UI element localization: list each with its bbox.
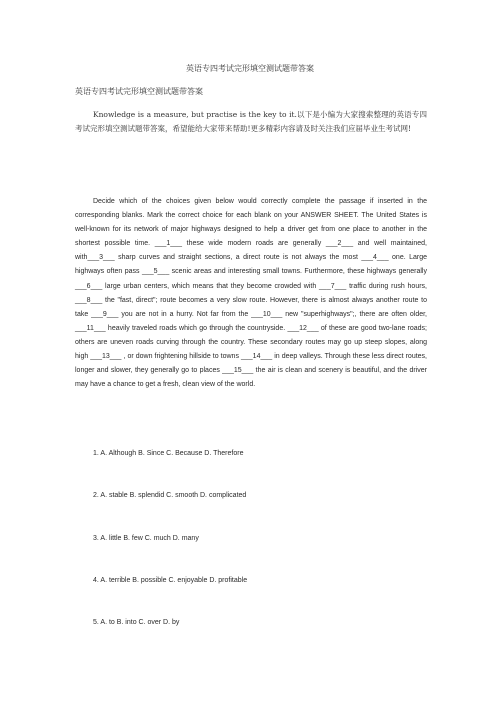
intro-paragraph: Knowledge is a measure, but practise is the key to it.以下是小编为大家搜索整理的英语专四考试完形填空测试题带答案，希望能给大家带来帮助!更多精彩内容请及时关注我们应届毕业生考试网! [75, 110, 427, 133]
page-title: 英语专四考试完形填空测试题带答案 [186, 64, 314, 73]
cloze-passage: Decide which of the choices given below would correctly complete the passage if inserted in the corresponding blanks. Mark the correct choice for each blank on your ANSWER SHEET. The United States is well-known for its network of major highways designed to help a driver get from one place to another in the shortest possible time. ___1___ these wide modern roads are generally ___2___ and well maintained, with___3___ sharp curves and straight sections, a direct route is not always the most ___4___ one. Large highways often pass ___5___ scenic areas and interesting small towns. Furthermore, these highways generally ___6___ large urban centers, which means that they become crowded with ___7___ traffic during rush hours, ___8___ the "fast, direct"; route becomes a very slow route. However, there is almost always another route to take ___9___ you are not in a hurry. Not far from the ___10___ new "superhighways";, there are often older, ___11___ heavily traveled roads which go through the countryside. ___12___ of these are good two-lane roads; others are uneven roads curving through the country. These secondary routes may go up steep slopes, along high ___13___ , or down frightening hillside to towns ___14___ in deep valleys. Through these less direct routes, longer and slower, they generally go to places ___15___ the air is clean and scenery is beautiful, and the driver may have a chance to get a fresh, clean view of the world. [75, 198, 427, 389]
document-subtitle: 英语专四考试完形填空测试题带答案 [75, 87, 203, 96]
question-option-1: 1. A. Although B. Since C. Because D. Therefore [93, 450, 244, 457]
question-option-2: 2. A. stable B. splendid C. smooth D. complicated [93, 492, 247, 499]
question-option-5: 5. A. to B. into C. over D. by [93, 619, 180, 626]
question-option-3: 3. A. little B. few C. much D. many [93, 535, 199, 542]
question-option-4: 4. A. terrible B. possible C. enjoyable D. profitable [93, 577, 248, 584]
